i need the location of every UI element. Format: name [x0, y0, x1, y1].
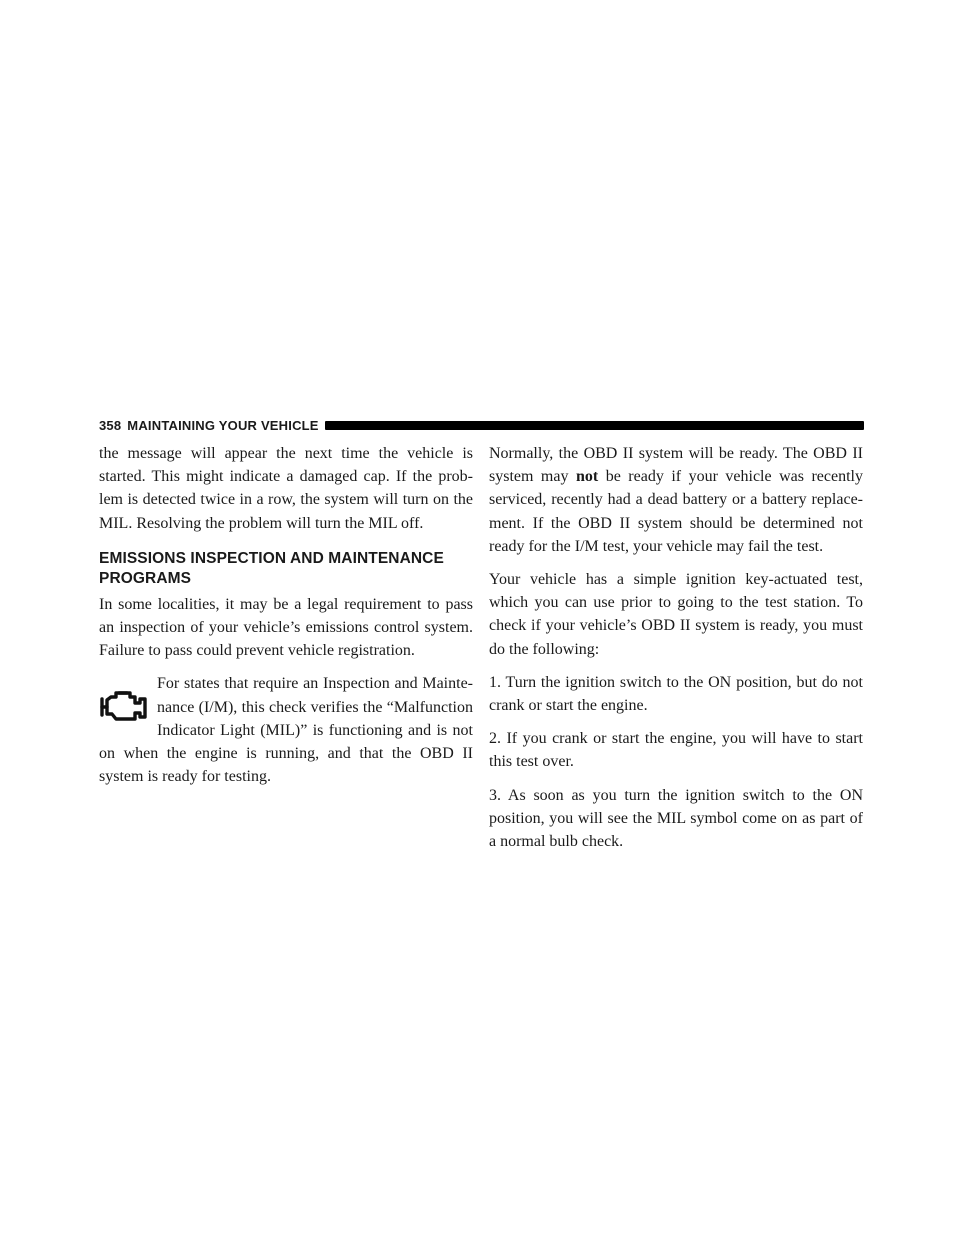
right-column — [489, 442, 863, 863]
paragraph: In some localities, it may be a legal requirement to pass an inspection of your vehicle’s emissions control system. Failure to pass could prevent vehicle registration. — [99, 595, 473, 660]
left-column — [99, 442, 473, 788]
step-item: 3. As soon as you turn the ignition switch to the ON position, you will see the MIL symbol come on as part of a normal bulb check. — [489, 786, 863, 851]
icon-paragraph — [99, 672, 473, 788]
section-title: MAINTAINING YOUR VEHICLE — [127, 417, 319, 433]
header-rule — [325, 421, 864, 430]
text-run: be ready if your vehicle was recently serviced, recently had a dead battery or a battery replace-ment. If the OBD II system should be determined not ready for the I/M test, your vehicle may fail the test. — [489, 468, 863, 555]
check-engine-icon — [99, 680, 149, 732]
paragraph: the message will appear the next time the vehicle is started. This might indicate a damaged cap. If the prob-lem is detected twice in a row, the system will turn on the MIL. Resolving the problem will turn the MIL off. — [99, 445, 473, 532]
paragraph — [489, 442, 863, 558]
step-item: 1. Turn the ignition switch to the ON position, but do not crank or start the engine. — [489, 673, 863, 715]
page-number: 358 — [99, 417, 122, 433]
text-run: Normally, the OBD II system will be ready. The OBD II system may — [489, 445, 863, 486]
paragraph: Your vehicle has a simple ignition key-actuated test, which you can use prior to going to the test station. To check if your vehicle’s OBD II system is ready, you must do the following: — [489, 571, 863, 658]
emphasis-text: not — [575, 468, 599, 486]
step-item: 2. If you crank or start the engine, you will have to start this test over. — [489, 730, 863, 771]
section-heading: EMISSIONS INSPECTION AND MAINTENANCE PROGRAMS — [99, 549, 444, 587]
page-header — [99, 416, 864, 434]
paragraph: For states that require an Inspection and Mainte-nance (I/M), this check verifies the “Malfunction Indicator Light (MIL)” is functioning and is not on when the engine is running, and that the OBD II system is ready for testing. — [99, 675, 473, 786]
